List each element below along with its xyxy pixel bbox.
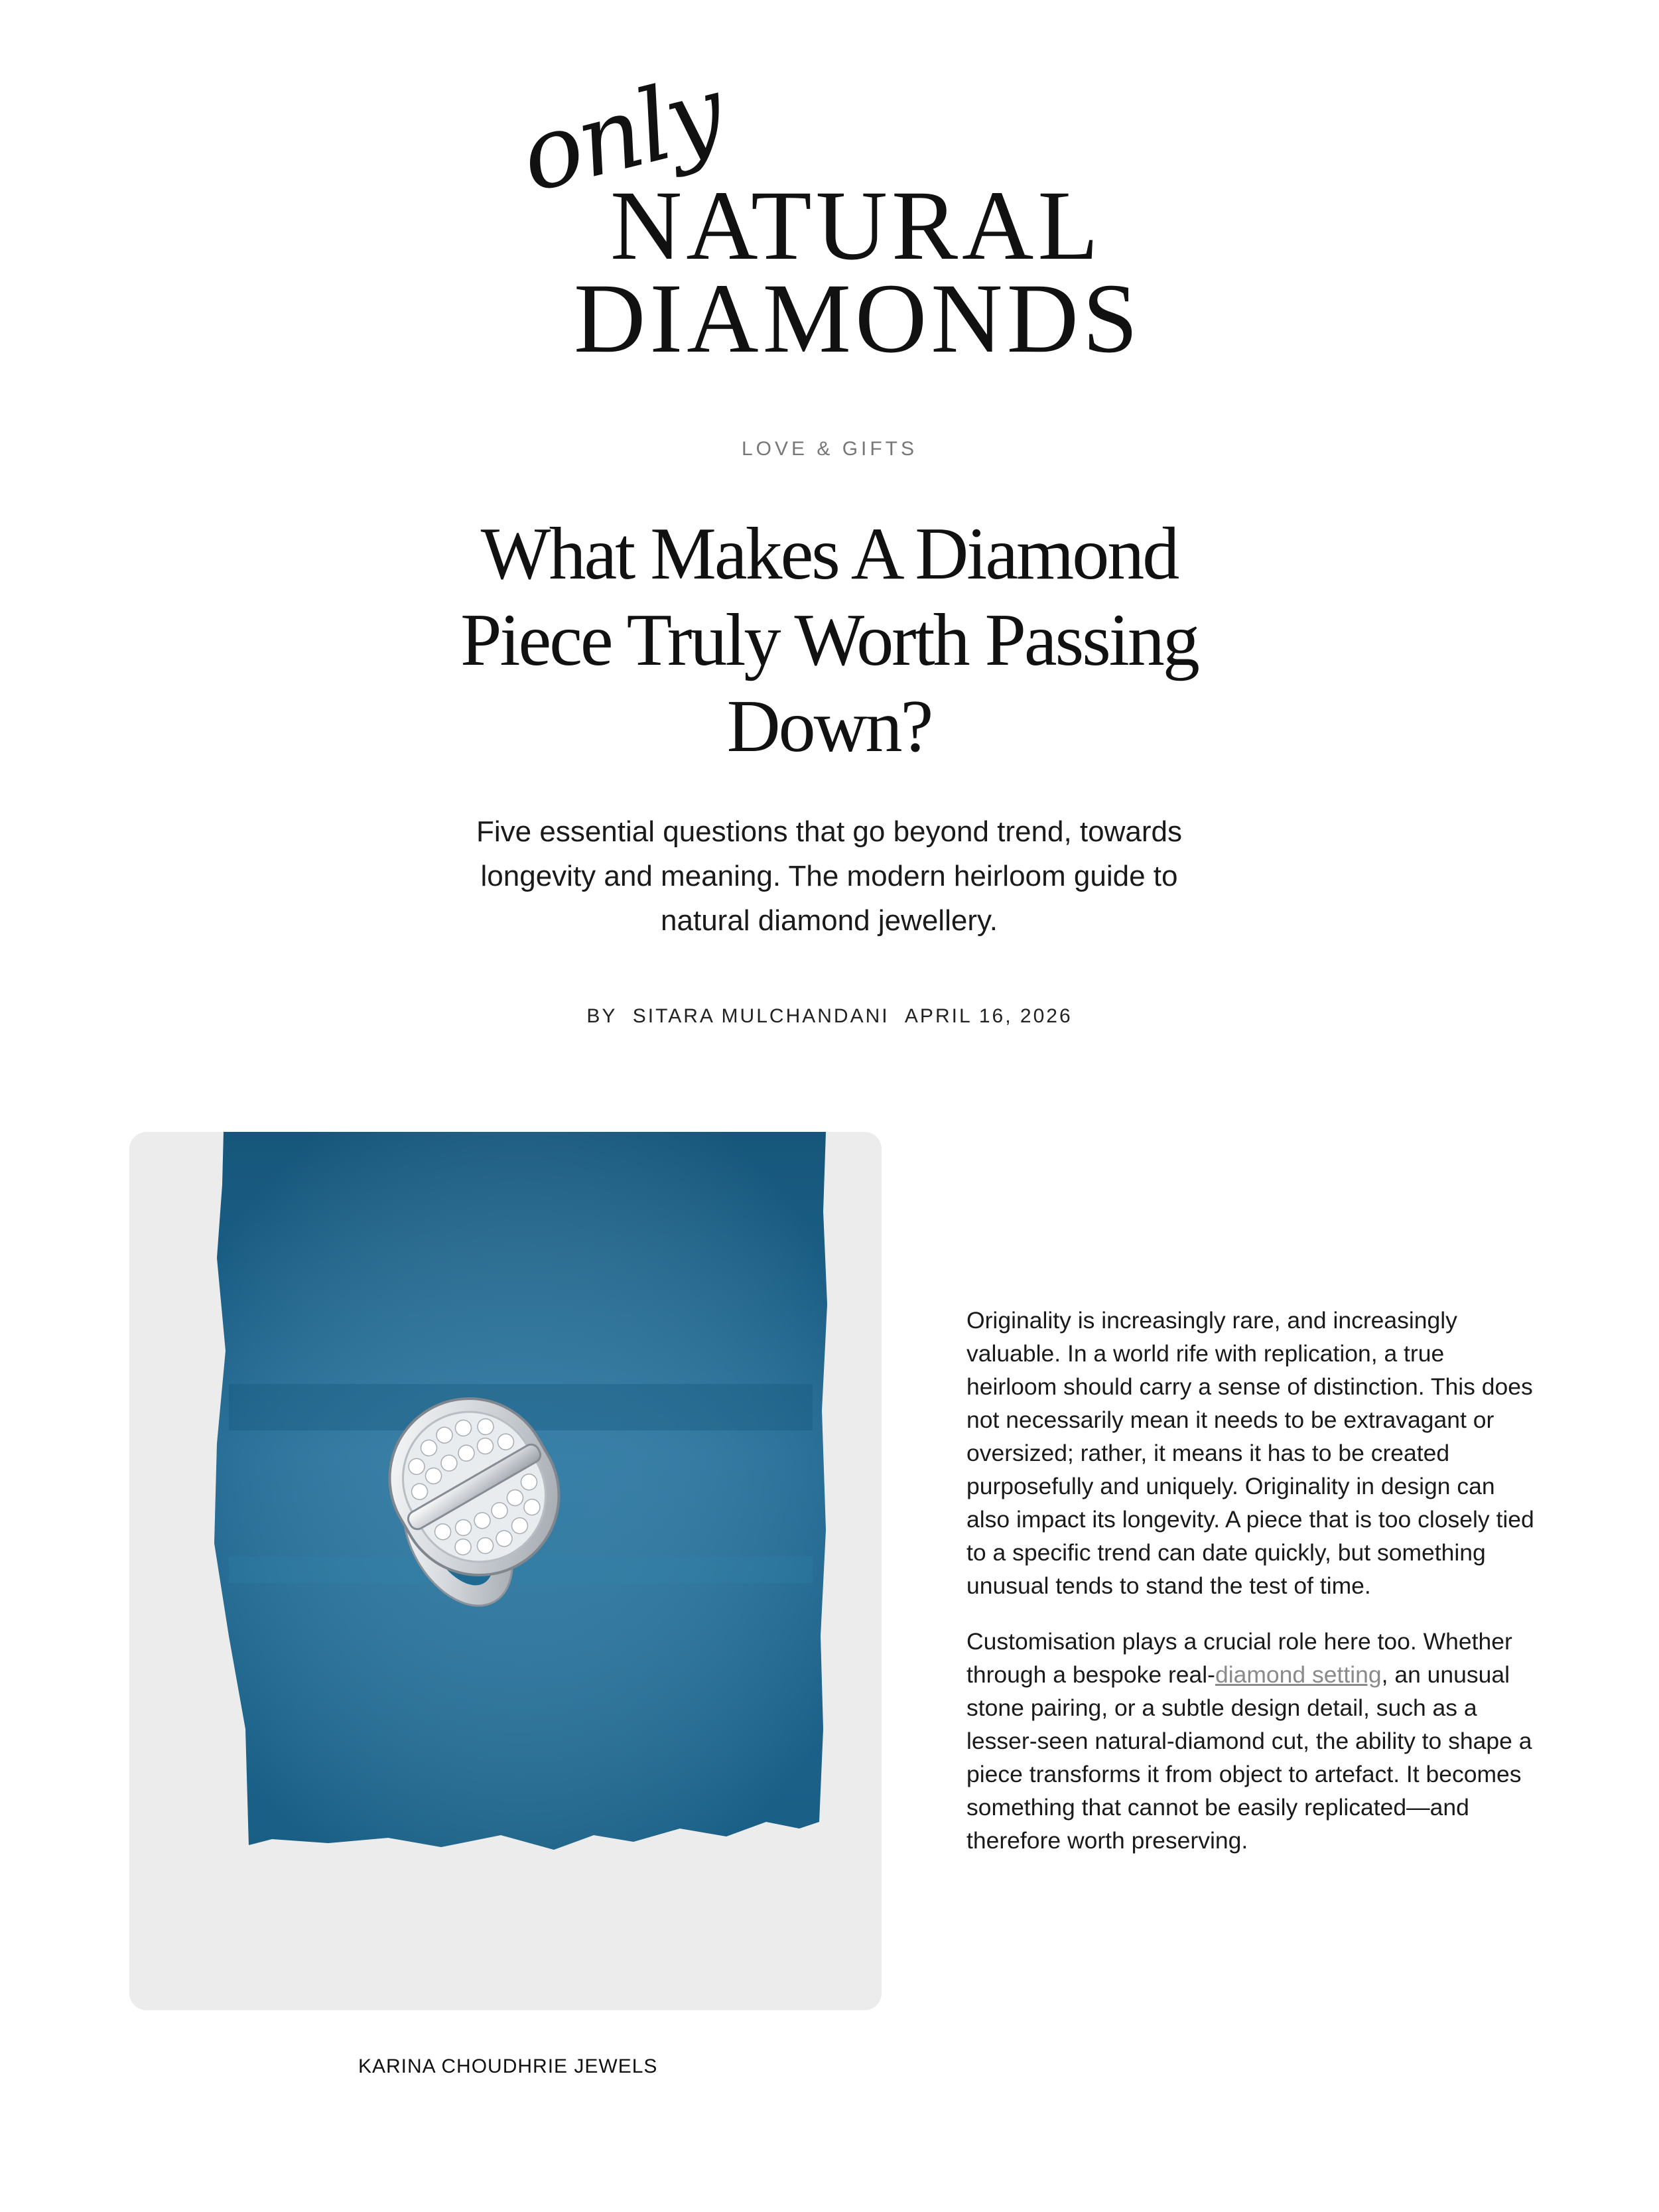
byline-date: APRIL 16, 2026 bbox=[904, 1005, 1073, 1027]
paragraph-2-text-before-link: Customisation plays a crucial role here too. Whether through a bespoke real- bbox=[966, 1628, 1512, 1688]
diamond-setting-link[interactable]: diamond setting bbox=[1215, 1661, 1382, 1688]
article-hero-image bbox=[129, 1132, 882, 2010]
article-title: What Makes A Diamond Piece Truly Worth Passing Down? bbox=[460, 513, 1198, 768]
article-paragraph-1: Originality is increasingly rare, and increasingly valuable. In a world rife with replication, a true heirloom should carry a sense of distinction. This does not necessarily mean it needs to be extravagant or oversized; rather, it means it has to be created purposefully and uniquely. Originality in design can also impact its longevity. A piece that is too closely tied to a specific trend can date quickly, but something unusual tends to stand the test of time. bbox=[966, 1307, 1534, 1599]
article-body bbox=[966, 1304, 1537, 1880]
ring-on-blue-paint-image bbox=[129, 1132, 882, 2010]
paragraph-2-text-after-link: , an unusual stone pairing, or a subtle design detail, such as a lesser-seen natural-diamond cut, the ability to shape a piece transforms it from object to artefact. It becomes something that cannot be easily replicated—and therefore worth preserving. bbox=[966, 1661, 1532, 1854]
article-paragraph-2 bbox=[966, 1625, 1537, 1857]
byline-by: BY bbox=[586, 1005, 618, 1027]
site-logo[interactable] bbox=[509, 54, 1167, 374]
logo-script: only bbox=[509, 54, 733, 215]
article-byline bbox=[0, 1005, 1659, 1028]
byline-author[interactable]: SITARA MULCHANDANI bbox=[632, 1005, 890, 1027]
image-caption: KARINA CHOUDHRIE JEWELS bbox=[358, 2055, 658, 2077]
article-category[interactable]: LOVE & GIFTS bbox=[741, 438, 918, 460]
logo-line-diamonds: DIAMONDS bbox=[574, 263, 1142, 374]
article-subtitle: Five essential questions that go beyond trend, towards longevity and meaning. The modern heirloom guide to natural diamond jewellery. bbox=[476, 815, 1182, 937]
logo-line-natural: NATURAL bbox=[610, 171, 1102, 281]
